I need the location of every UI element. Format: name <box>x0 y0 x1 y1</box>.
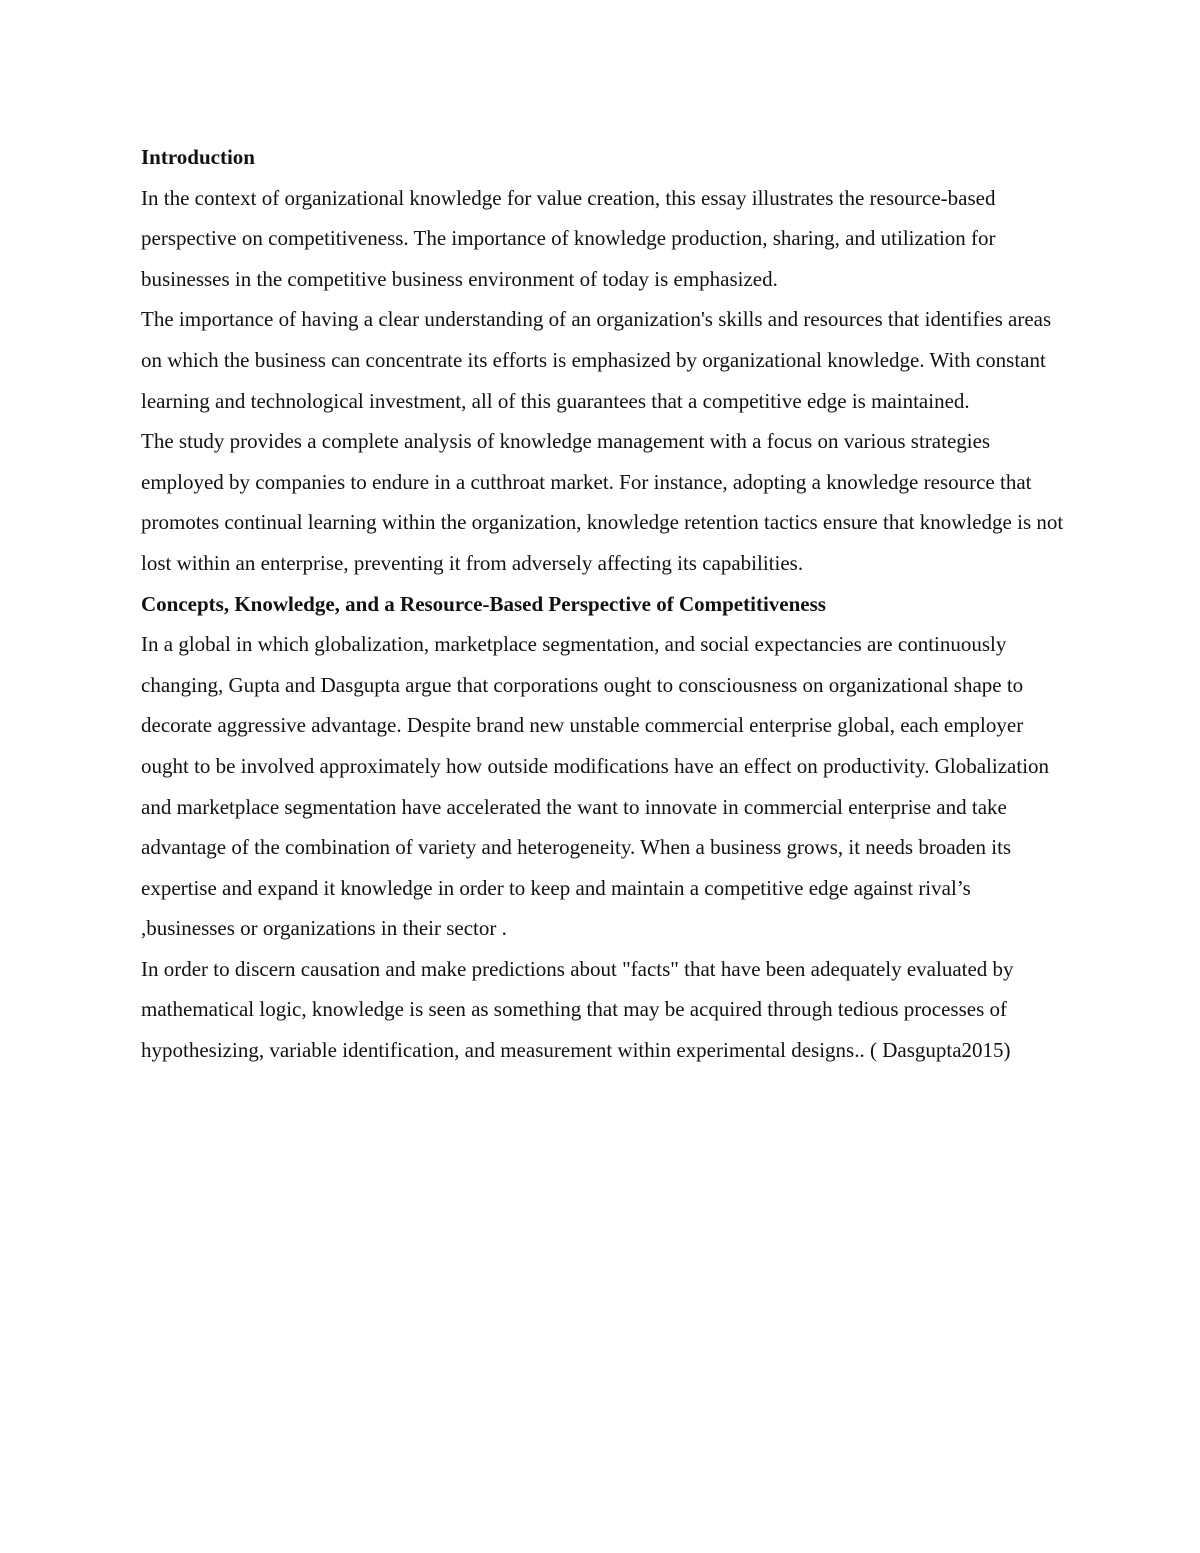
heading-concepts: Concepts, Knowledge, and a Resource-Based Perspective of Competitiveness <box>141 591 826 616</box>
intro-paragraph-1: In the context of organizational knowledge for value creation, this essay illustrates the resource-based perspective on competitiveness. The importance of knowledge production, sharing, and utilization for businesses in the competitive business environment of today is emphasized. <box>141 185 996 291</box>
heading-introduction: Introduction <box>141 145 255 169</box>
intro-paragraph-2: The importance of having a clear understanding of an organization's skills and resources that identifies areas on which the business can concentrate its efforts is emphasized by organizational knowledge. With constant learning and technological investment, all of this guarantees that a competitive edge is maintained. <box>141 307 1052 413</box>
concepts-paragraph-2: In order to discern causation and make predictions about "facts" that have been adequately evaluated by mathematical logic, knowledge is seen as something that may be acquired through tedious processes of hypothesizing, variable identification, and measurement within experimental designs.. ( Dasgupta2015) <box>141 956 1014 1063</box>
intro-paragraph-3: The study provides a complete analysis of knowledge management with a focus on various strategies employed by companies to endure in a cutthroat market. For instance, adopting a knowledge resource that promotes continual learning within the organization, knowledge retention tactics ensure that knowledge is not lost within an enterprise, preventing it from adversely affecting its capabilities. <box>141 429 1064 575</box>
document-body <box>141 137 1066 1071</box>
concepts-paragraph-1: In a global in which globalization, marketplace segmentation, and social expectancies are continuously changing, Gupta and Dasgupta argue that corporations ought to consciousness on organizational shape to decorate aggressive advantage. Despite brand new unstable commercial enterprise global, each employer ought to be involved approximately how outside modifications have an effect on productivity. Globalization and marketplace segmentation have accelerated the want to innovate in commercial enterprise and take advantage of the combination of variety and heterogeneity. When a business grows, it needs broaden its expertise and expand it knowledge in order to keep and maintain a competitive edge against rival’s ,businesses or organizations in their sector . <box>141 632 1050 941</box>
